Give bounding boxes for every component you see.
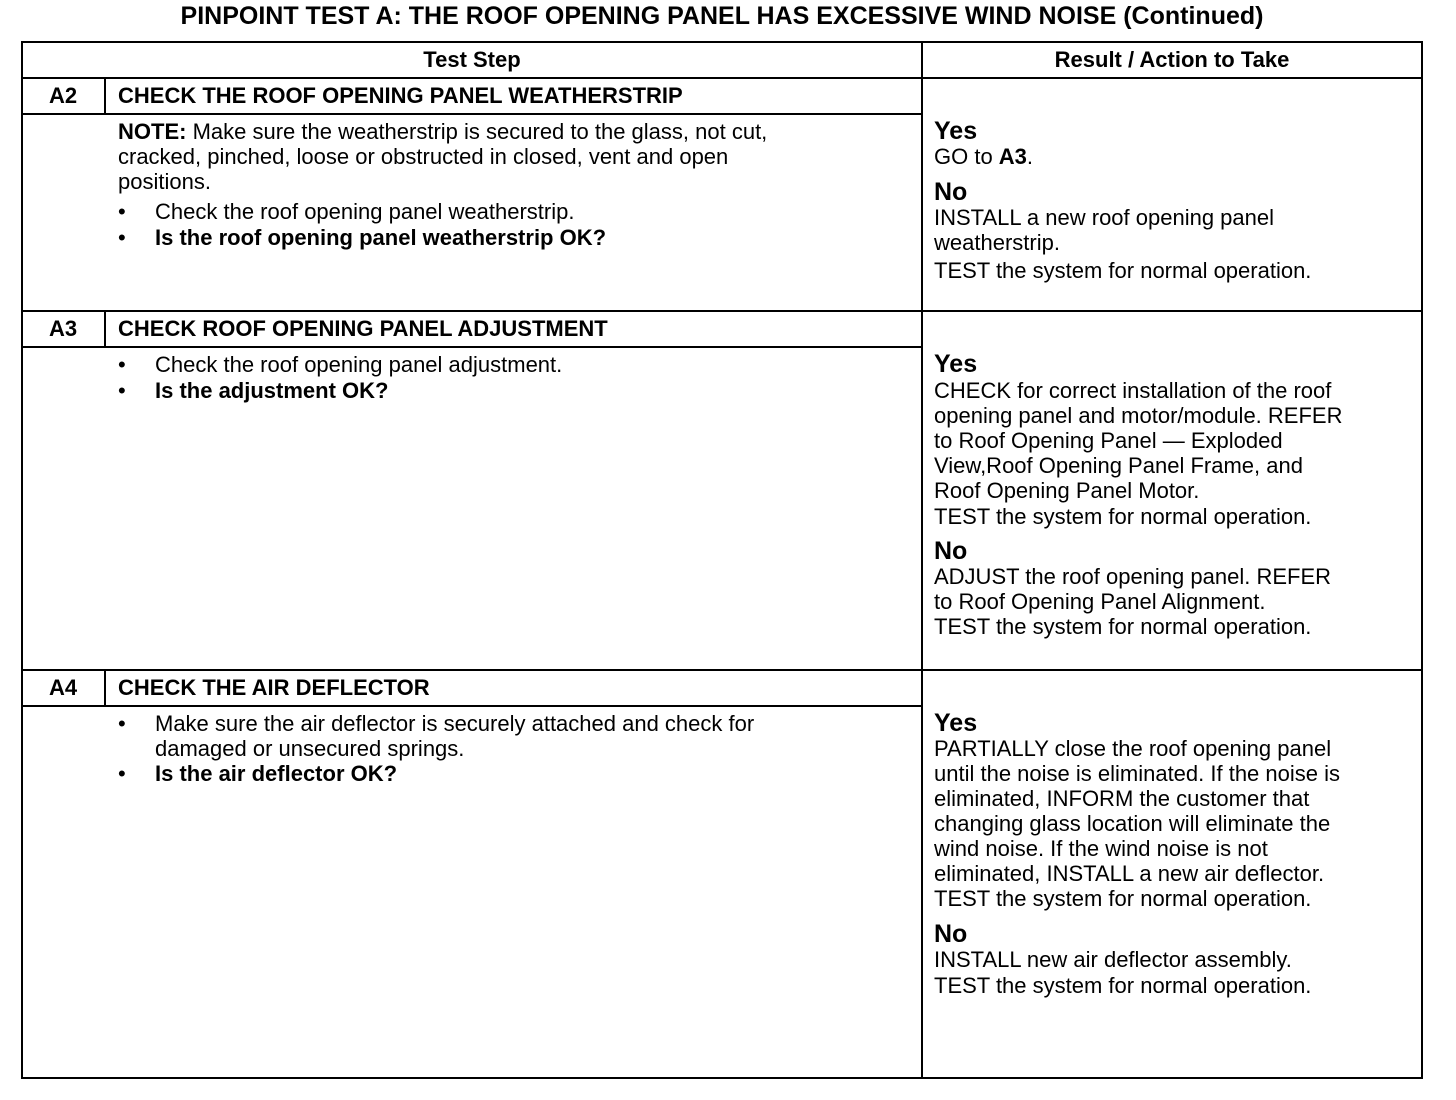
note-text: Make sure the weatherstrip is secured to the glass, not cut, [186,119,768,144]
yes-action-line: PARTIALLY close the roof opening panel [934,736,1332,761]
yes-action-text: GO to [934,144,999,169]
caption-divider-a2 [21,113,922,115]
step-note-line: positions. [118,169,211,194]
bullet-icon: • [118,711,126,736]
step-id-divider-a3 [104,310,106,347]
caption-divider-a3 [21,346,922,348]
bullet-icon: • [118,352,126,377]
yes-action-line: CHECK for correct installation of the roof [934,378,1332,403]
yes-label: Yes [934,709,978,737]
header-test-step: Test Step [423,47,521,72]
yes-action-line: eliminated, INFORM the customer that [934,786,1310,811]
yes-action-line: TEST the system for normal operation. [934,886,1312,911]
step-question: Is the roof opening panel weatherstrip OK? [155,225,607,250]
column-divider [921,41,923,1079]
no-action-line: TEST the system for normal operation. [934,973,1312,998]
note-label: NOTE: [118,119,187,144]
header-divider [21,77,1423,79]
step-caption: CHECK ROOF OPENING PANEL ADJUSTMENT [118,316,608,341]
bullet-icon: • [118,225,126,250]
step-note [118,119,767,144]
bullet-icon: • [118,199,126,224]
step-caption: CHECK THE AIR DEFLECTOR [118,675,430,700]
page-title: PINPOINT TEST A: THE ROOF OPENING PANEL HAS EXCESSIVE WIND NOISE (Continued) [180,2,1264,30]
header-result: Result / Action to Take [1054,47,1290,72]
step-instruction: damaged or unsecured springs. [155,736,465,761]
step-caption: CHECK THE ROOF OPENING PANEL WEATHERSTRIP [118,83,683,108]
step-id: A3 [48,316,78,341]
yes-action-line: eliminated, INSTALL a new air deflector. [934,861,1325,886]
step-id-divider-a2 [104,77,106,114]
step-instruction: Check the roof opening panel weatherstrip. [155,199,575,224]
bullet-icon: • [118,378,126,403]
yes-action-line: TEST the system for normal operation. [934,504,1312,529]
row-divider-a2 [21,310,1423,312]
yes-action-line: until the noise is eliminated. If the noise is [934,761,1341,786]
step-question: Is the air deflector OK? [155,761,398,786]
step-question: Is the adjustment OK? [155,378,389,403]
step-id-divider-a4 [104,669,106,706]
yes-action-line: to Roof Opening Panel — Exploded [934,428,1283,453]
no-action-line: TEST the system for normal operation. [934,258,1312,283]
yes-action-line: opening panel and motor/module. REFER [934,403,1343,428]
no-label: No [934,178,968,206]
yes-label: Yes [934,117,978,145]
no-action-line: weatherstrip. [934,230,1060,255]
yes-action-text: . [1026,144,1034,169]
yes-action-line: View,Roof Opening Panel Frame, and [934,453,1303,478]
no-action-line: INSTALL a new roof opening panel [934,205,1275,230]
go-to-step-link[interactable]: A3 [998,144,1027,169]
bullet-icon: • [118,761,126,786]
step-id: A4 [48,675,78,700]
yes-action [934,144,1033,169]
yes-action-line: wind noise. If the wind noise is not [934,836,1268,861]
no-label: No [934,920,968,948]
no-action-line: TEST the system for normal operation. [934,614,1312,639]
step-instruction: Make sure the air deflector is securely attached and check for [155,711,755,736]
no-action-line: to Roof Opening Panel Alignment. [934,589,1266,614]
no-action-line: INSTALL new air deflector assembly. [934,947,1292,972]
yes-action-line: Roof Opening Panel Motor. [934,478,1200,503]
caption-divider-a4 [21,705,922,707]
step-note-line: cracked, pinched, loose or obstructed in closed, vent and open [118,144,729,169]
step-id: A2 [48,83,78,108]
no-label: No [934,537,968,565]
step-instruction: Check the roof opening panel adjustment. [155,352,563,377]
row-divider-a3 [21,669,1423,671]
yes-action-line: changing glass location will eliminate the [934,811,1331,836]
yes-label: Yes [934,350,978,378]
pinpoint-test-table [21,41,1423,1079]
no-action-line: ADJUST the roof opening panel. REFER [934,564,1332,589]
